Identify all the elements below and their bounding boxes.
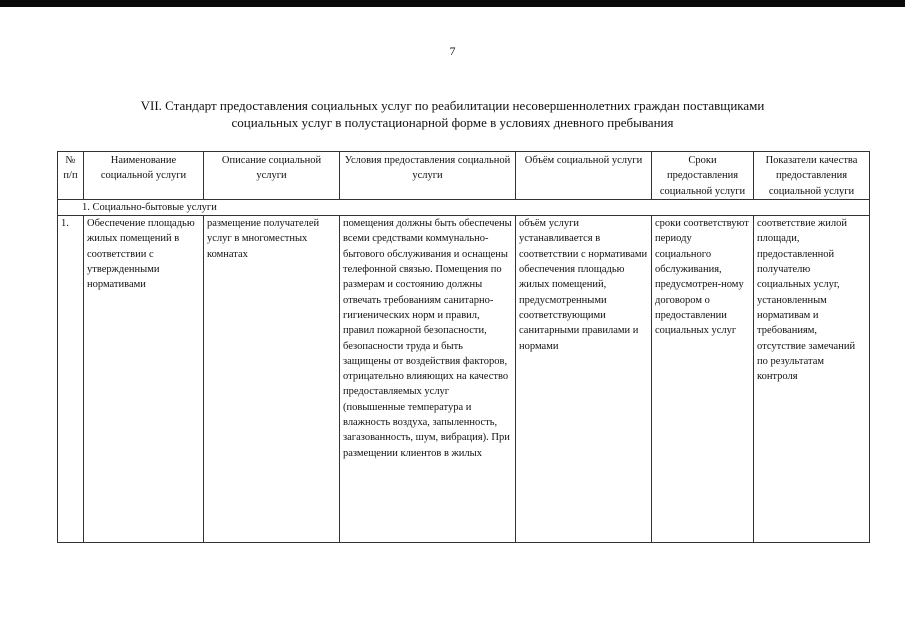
header-service-description: Описание социальной услуги xyxy=(204,152,340,200)
row-service-name: Обеспечение площадью жилых помещений в соответствии с утвержденными нормативами xyxy=(84,216,204,543)
header-conditions: Условия предоставления социальной услуги xyxy=(340,152,516,200)
table-section-row xyxy=(58,199,870,215)
table-row xyxy=(58,216,870,543)
heading-line-1: VII. Стандарт предоставления социальных услуг по реабилитации несовершеннолетних граждан поставщиками xyxy=(140,98,765,113)
row-number: 1. xyxy=(58,216,84,543)
standards-table xyxy=(57,151,870,543)
section-title: 1. Социально-бытовые услуги xyxy=(58,199,870,215)
section-heading xyxy=(60,97,845,131)
row-conditions: помещения должны быть обеспечены всеми средствами коммунально-бытового обслуживания и оснащены телефонной связью. Помещения по размерам и состоянию должны отвечать требованиям санитарно-гигиенических норм и правил, правил пожарной безопасности, безопасности труда и быть защищены от воздействия факторов, отрицательно влияющих на качество предоставляемых услуг (повышенные температура и влажность воздуха, запыленность, загазованность, шум, вибрация). При размещении клиентов в жилых xyxy=(340,216,516,543)
header-service-name: Наименование социальной услуги xyxy=(84,152,204,200)
row-terms: сроки соответствуют периоду социального обслуживания, предусмотрен-ному договором о предоставлении социальных услуг xyxy=(652,216,754,543)
row-service-description: размещение получателей услуг в многоместных комнатах xyxy=(204,216,340,543)
table-header-row xyxy=(58,152,870,200)
header-terms: Сроки предоставления социальной услуги xyxy=(652,152,754,200)
row-volume: объём услуги устанавливается в соответствии с нормативами обеспечения площадью жилых помещений, предусмотренными соответствующими санитарными правилами и нормами xyxy=(516,216,652,543)
row-quality-indicators: соответствие жилой площади, предоставленной получателю социальных услуг, установленным нормативам и требованиям, отсутствие замечаний по результатам контроля xyxy=(754,216,870,543)
header-number: № п/п xyxy=(58,152,84,200)
header-volume: Объём социальной услуги xyxy=(516,152,652,200)
heading-line-2: социальных услуг в полустационарной форме в условиях дневного пребывания xyxy=(231,115,674,130)
header-quality-indicators: Показатели качества предоставления социальной услуги xyxy=(754,152,870,200)
page-number: 7 xyxy=(449,44,456,58)
top-border-bar xyxy=(0,0,905,7)
